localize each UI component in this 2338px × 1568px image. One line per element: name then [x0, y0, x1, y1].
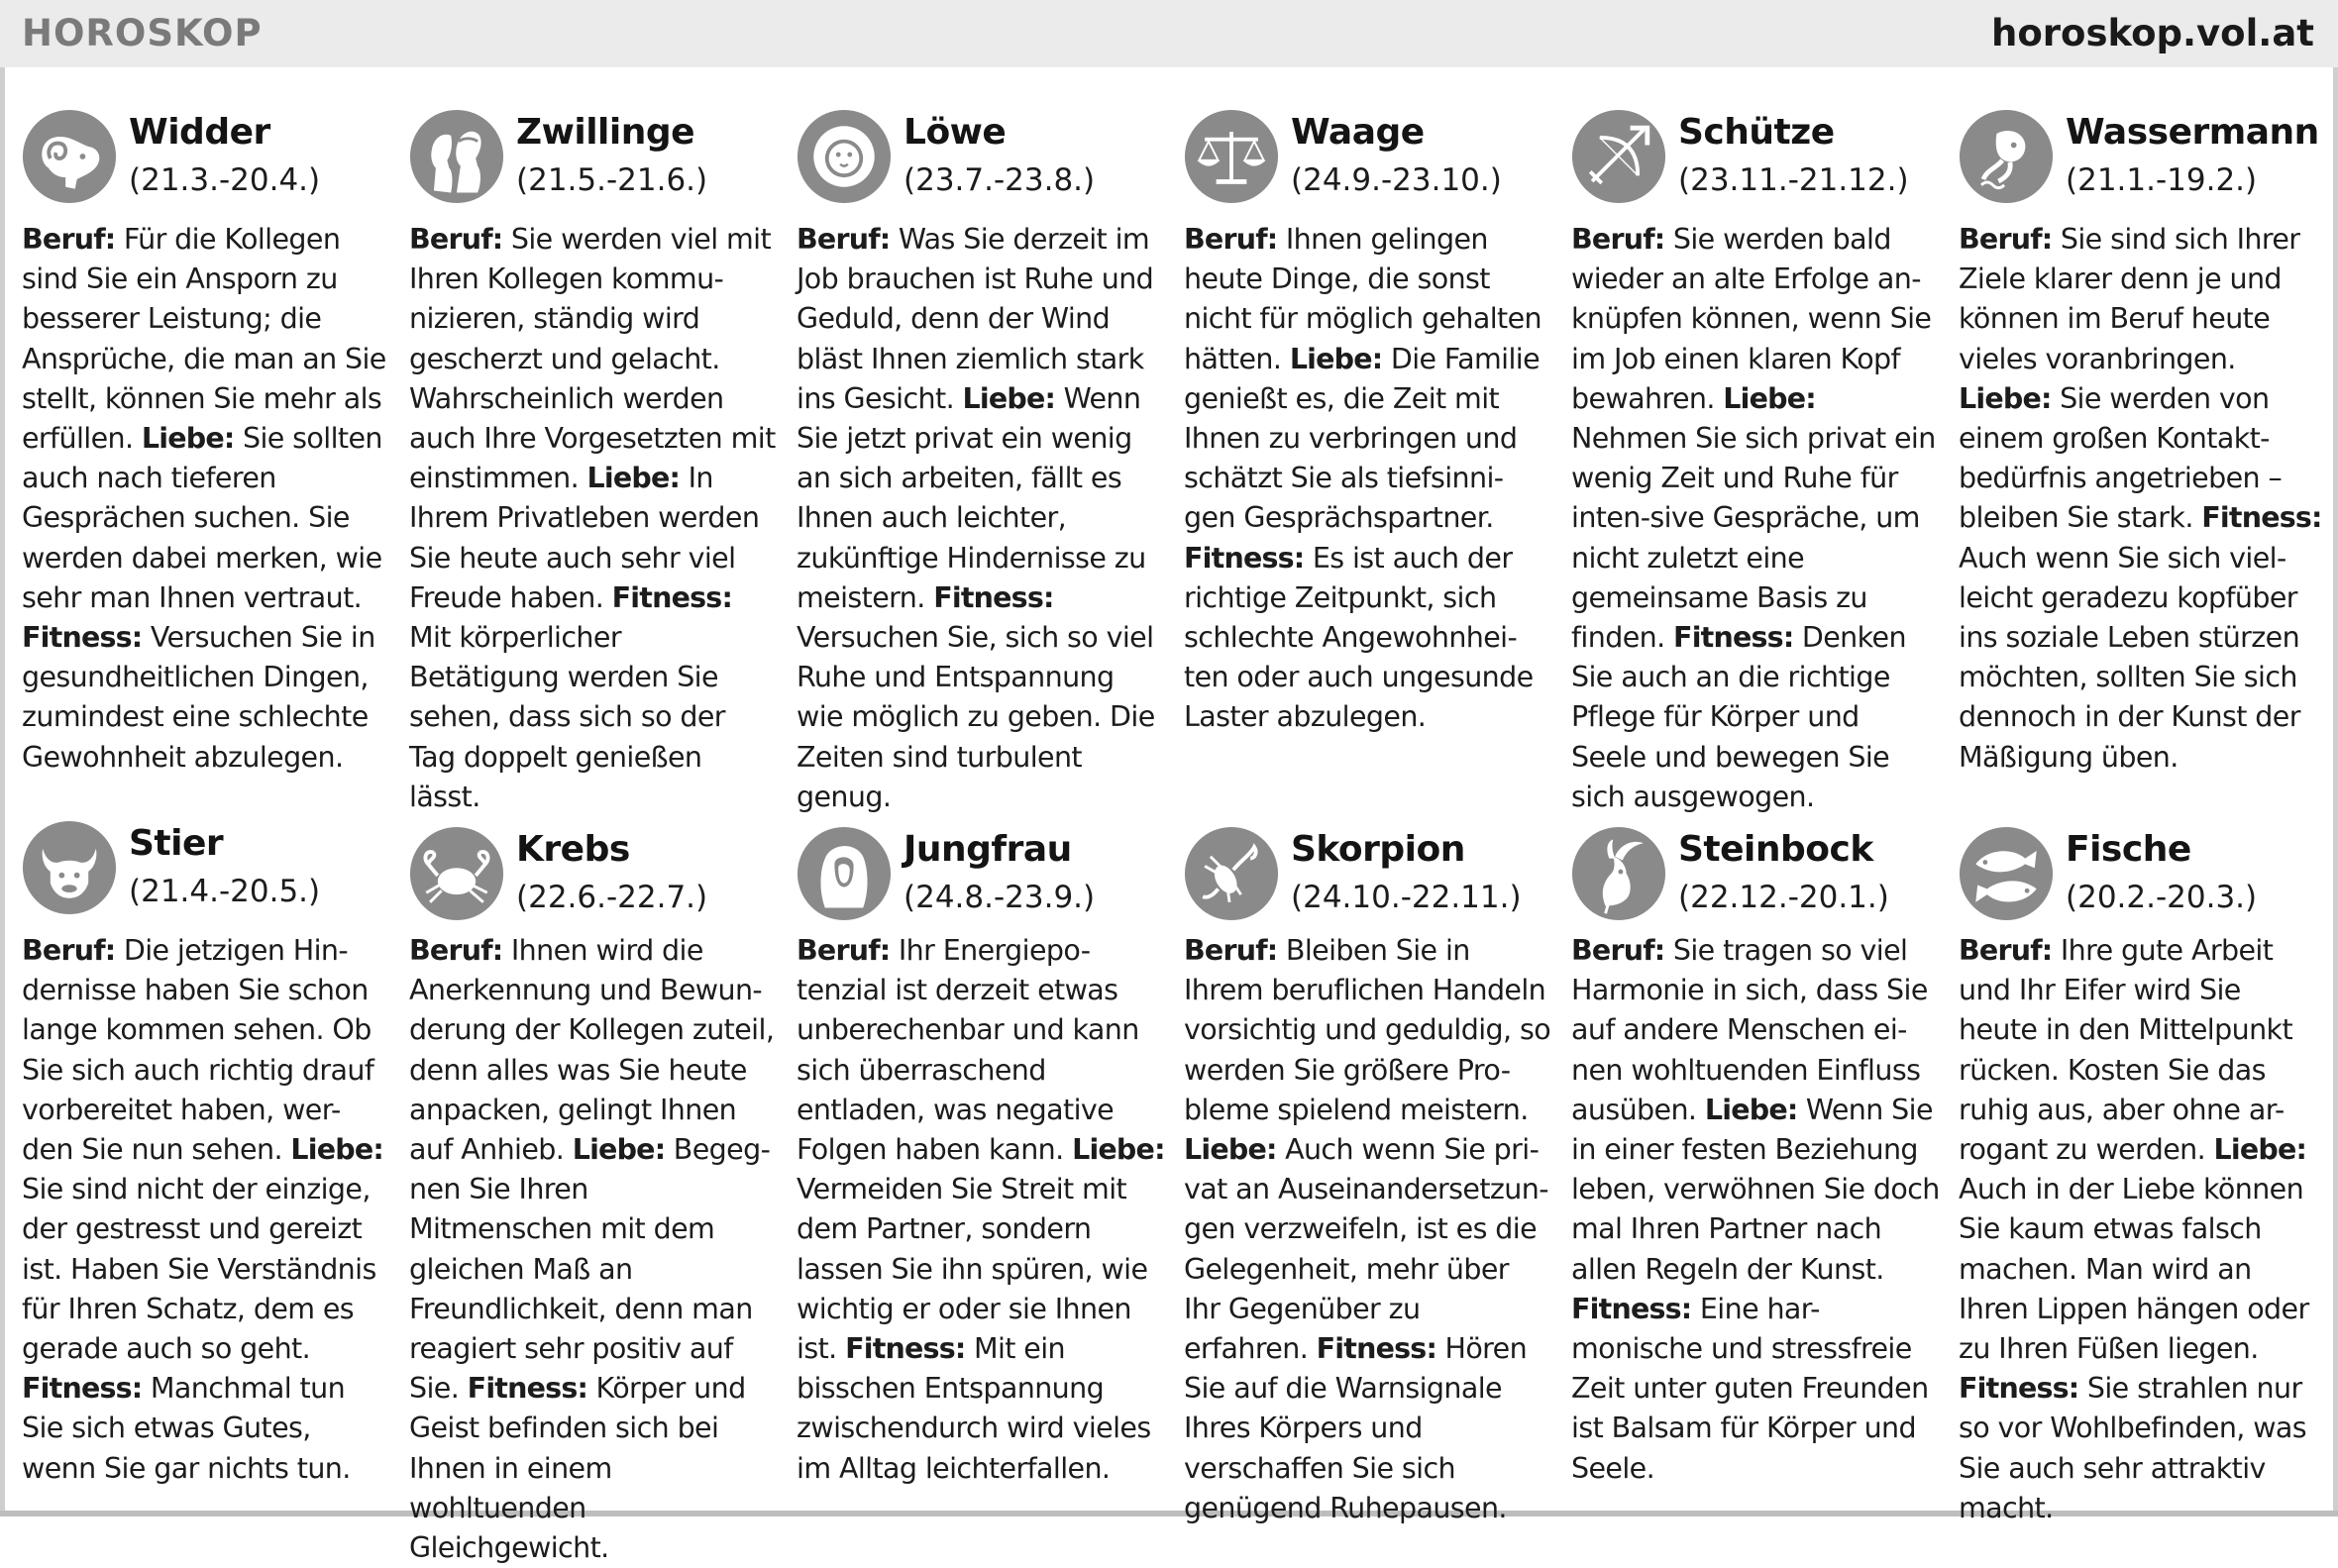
virgin-icon [797, 826, 892, 921]
fish-icon [1959, 826, 2054, 921]
section-title: HOROSKOP [22, 12, 263, 54]
fitness-label: Fitness: [933, 580, 1054, 614]
fitness-label: Fitness: [1316, 1332, 1437, 1366]
liebe-text: Sie sind nicht der einzige, der gestresst und gereizt ist. Haben Sie Verständnis für Ihren Schatz, dem es gerade auch so geht. [22, 1173, 376, 1366]
beruf-text: Die jetzigen Hin-dernisse haben Sie schon lange kommen sehen. Ob Sie sich auch richtig drauf vorbereitet haben, wer-den Sie nun sehen. [22, 934, 374, 1167]
sign-skorpion [1184, 826, 1552, 1528]
liebe-text: Sie werden von einem großen Kontakt-bedürfnis angetrieben – bleiben Sie stark. [1959, 381, 2283, 535]
beruf-label: Beruf: [797, 934, 891, 967]
beruf-text: Ihnen gelingen heute Dinge, die sonst nicht für möglich gehalten hätten. [1184, 223, 1541, 375]
horoscope-text [797, 931, 1165, 1489]
sign-zwillinge [409, 109, 778, 817]
beruf-text: Bleiben Sie in Ihrem beruflichen Handeln vorsichtig und geduldig, so werden Sie größere Pro-bleme spielend meistern. [1184, 934, 1551, 1126]
horoscope-text [1571, 931, 1940, 1489]
liebe-label: Liebe: [1072, 1133, 1165, 1167]
fitness-label: Fitness: [467, 1372, 588, 1406]
beruf-text: Sie werden viel mit Ihren Kollegen kommu-nizieren, ständig wird gescherzt und gelacht. Wahrscheinlich werden auch Ihre Vorgesetzten mit einstimmen. [409, 223, 776, 495]
water-bearer-icon [1959, 109, 2054, 204]
liebe-text: Begeg-nen Sie Ihren Mitmenschen mit dem gleichen Maß an Freundlichkeit, denn man reagiert sehr positiv auf Sie. [409, 1133, 771, 1406]
sign-dates: (23.7.-23.8.) [903, 162, 1096, 198]
sign-loewe [797, 109, 1165, 817]
sign-widder [22, 109, 390, 778]
beruf-text: Ihnen wird die Anerkennung und Bewun-derung der Kollegen zuteil, denn alles was Sie heute anpacken, gelingt Ihnen auf Anhieb. [409, 934, 775, 1167]
sign-name: Löwe [903, 112, 1007, 153]
fitness-label: Fitness: [611, 580, 733, 614]
beruf-label: Beruf: [1184, 934, 1278, 967]
sign-name: Waage [1291, 112, 1425, 153]
horoscope-text [1184, 931, 1552, 1528]
fitness-label: Fitness: [22, 1372, 143, 1406]
beruf-text: Ihre gute Arbeit und Ihr Eifer wird Sie heute in den Mittelpunkt rücken. Kosten Sie das ruhig aus, aber ohne ar-rogant zu werden. [1959, 934, 2293, 1167]
horoscope-text [22, 220, 390, 778]
beruf-label: Beruf: [1184, 223, 1278, 256]
sign-dates: (23.11.-21.12.) [1678, 162, 1909, 198]
sign-schuetze [1571, 109, 1940, 817]
fitness-label: Fitness: [1571, 1292, 1692, 1325]
beruf-label: Beruf: [797, 223, 891, 256]
sign-name: Wassermann [2066, 112, 2319, 153]
beruf-text: Für die Kollegen sind Sie ein Ansporn zu besserer Leistung; die Ansprüche, die man an Sie stellt, können Sie mehr als erfüllen. [22, 223, 386, 456]
sign-waage [1184, 109, 1552, 738]
scales-icon [1184, 109, 1279, 204]
sign-dates: (21.4.-20.5.) [129, 874, 321, 909]
liebe-label: Liebe: [290, 1133, 383, 1167]
liebe-label: Liebe: [962, 381, 1056, 415]
sign-wassermann [1959, 109, 2327, 778]
beruf-label: Beruf: [1571, 223, 1665, 256]
fitness-text: Eine har-monische und stressfreie Zeit unter guten Freunden ist Balsam für Körper und Seele. [1571, 1292, 1929, 1485]
bull-icon [22, 820, 117, 915]
fitness-label: Fitness: [845, 1332, 966, 1366]
fitness-label: Fitness: [1673, 621, 1794, 655]
left-border [0, 67, 5, 1511]
liebe-label: Liebe: [1289, 342, 1383, 375]
beruf-text: Sie sind sich Ihrer Ziele klarer denn je und können im Beruf heute vieles voranbringen. [1959, 223, 2300, 375]
fitness-text: Sie strahlen nur so vor Wohlbefinden, was Sie auch sehr attraktiv macht. [1959, 1372, 2307, 1524]
sign-dates: (22.6.-22.7.) [516, 880, 708, 915]
fitness-text: Körper und Geist befinden sich bei Ihnen in einem wohltuenden Gleichgewicht. [409, 1372, 746, 1565]
liebe-text: In Ihrem Privatleben werden Sie heute auch sehr viel Freude haben. [409, 462, 760, 614]
fitness-label: Fitness: [22, 621, 143, 655]
beruf-text: Was Sie derzeit im Job brauchen ist Ruhe und Geduld, denn der Wind bläst Ihnen ziemlich stark ins Gesicht. [797, 223, 1154, 415]
liebe-label: Liebe: [586, 462, 681, 495]
sign-dates: (21.5.-21.6.) [516, 162, 708, 198]
sign-name: Widder [129, 112, 270, 153]
sign-dates: (22.12.-20.1.) [1678, 880, 1889, 915]
fitness-text: Hören Sie auf die Warnsignale Ihres Körpers und verschaffen Sie sich genügend Ruhepausen. [1184, 1332, 1528, 1524]
sign-fische [1959, 826, 2327, 1528]
sign-name: Skorpion [1291, 829, 1465, 870]
sign-name: Schütze [1678, 112, 1835, 153]
site-url: horoskop.vol.at [1991, 12, 2314, 54]
liebe-text: Sie sollten auch nach tieferen Gesprächen suchen. Sie werden dabei merken, wie sehr man Ihnen vertraut. [22, 422, 382, 614]
liebe-text: Nehmen Sie sich privat ein wenig Zeit und Ruhe für inten-sive Gespräche, um nicht zuletzt eine gemeinsame Basis zu finden. [1571, 422, 1936, 655]
ram-icon [22, 109, 117, 204]
liebe-text: Auch wenn Sie pri-vat an Auseinandersetzun-gen verzweifeln, ist es die Gelegenheit, mehr über Ihr Gegenüber zu erfahren. [1184, 1133, 1548, 1366]
horoscope-text [1959, 220, 2327, 778]
twins-icon [409, 109, 504, 204]
sign-name: Jungfrau [903, 829, 1072, 870]
header-bar [0, 0, 2338, 67]
liebe-label: Liebe: [572, 1133, 666, 1167]
fitness-label: Fitness: [2201, 501, 2322, 535]
liebe-text: Wenn Sie in einer festen Beziehung leben, verwöhnen Sie doch mal Ihren Partner nach allen Regeln der Kunst. [1571, 1093, 1940, 1286]
liebe-label: Liebe: [141, 422, 235, 456]
liebe-text: Die Familie genießt es, die Zeit mit Ihnen zu verbringen und schätzt Sie als tiefsinni-gen Gesprächspartner. [1184, 342, 1541, 535]
beruf-label: Beruf: [22, 934, 116, 967]
fitness-text: Auch wenn Sie sich viel-leicht geradezu kopfüber ins soziale Leben stürzen möchten, sollten Sie sich dennoch in der Kunst der Mäßigung üben. [1959, 541, 2300, 774]
sign-krebs [409, 826, 778, 1568]
sign-name: Krebs [516, 829, 630, 870]
sign-dates: (20.2.-20.3.) [2066, 880, 2258, 915]
horoscope-text [1959, 931, 2327, 1528]
goat-icon [1571, 826, 1666, 921]
horoscope-text [22, 931, 390, 1489]
right-border [2333, 67, 2338, 1511]
beruf-label: Beruf: [409, 223, 503, 256]
sign-name: Fische [2066, 829, 2191, 870]
crab-icon [409, 826, 504, 921]
horoscope-text [409, 220, 778, 817]
fitness-label: Fitness: [1959, 1372, 2079, 1406]
liebe-text: Vermeiden Sie Streit mit dem Partner, sondern lassen Sie ihn spüren, wie wichtig er oder sie Ihnen ist. [797, 1173, 1148, 1366]
sign-name: Steinbock [1678, 829, 1873, 870]
horoscope-text [797, 220, 1165, 817]
horoscope-text [409, 931, 778, 1568]
sign-dates: (21.3.-20.4.) [129, 162, 321, 198]
fitness-text: Versuchen Sie in gesundheitlichen Dingen, zumindest eine schlechte Gewohnheit abzulegen. [22, 621, 375, 774]
horoscope-text [1571, 220, 1940, 817]
beruf-label: Beruf: [1959, 223, 2053, 256]
sign-dates: (21.1.-19.2.) [2066, 162, 2258, 198]
liebe-label: Liebe: [1959, 381, 2052, 415]
liebe-label: Liebe: [1723, 381, 1816, 415]
beruf-text: Sie werden bald wieder an alte Erfolge an-knüpfen können, wenn Sie im Job einen klaren Kopf bewahren. [1571, 223, 1932, 415]
sign-steinbock [1571, 826, 1940, 1489]
fitness-text: Denken Sie auch an die richtige Pflege für Körper und Seele und bewegen Sie sich ausgewogen. [1571, 621, 1906, 813]
sign-name: Stier [129, 823, 224, 864]
beruf-label: Beruf: [1571, 934, 1665, 967]
liebe-label: Liebe: [2213, 1133, 2307, 1167]
sign-dates: (24.10.-22.11.) [1291, 880, 1522, 915]
lion-icon [797, 109, 892, 204]
beruf-text: Ihr Energiepo-tenzial ist derzeit etwas unberechenbar und kann sich überraschend entladen, was negative Folgen haben kann. [797, 934, 1139, 1167]
sign-dates: (24.9.-23.10.) [1291, 162, 1502, 198]
liebe-text: Auch in der Liebe können Sie kaum etwas falsch machen. Man wird an Ihren Lippen hängen oder zu Ihren Füßen liegen. [1959, 1173, 2309, 1366]
fitness-text: Mit ein bisschen Entspannung zwischendurch wird vieles im Alltag leichterfallen. [797, 1332, 1151, 1485]
sign-name: Zwillinge [516, 112, 695, 153]
horoscope-text [1184, 220, 1552, 738]
fitness-text: Es ist auch der richtige Zeitpunkt, sich schlechte Angewohnhei-ten oder auch ungesunde Laster abzulegen. [1184, 541, 1534, 734]
fitness-label: Fitness: [1184, 541, 1305, 575]
beruf-label: Beruf: [409, 934, 503, 967]
scorpion-icon [1184, 826, 1279, 921]
sign-jungfrau [797, 826, 1165, 1489]
fitness-text: Manchmal tun Sie sich etwas Gutes, wenn Sie gar nichts tun. [22, 1372, 351, 1485]
archer-icon [1571, 109, 1666, 204]
liebe-text: Wenn Sie jetzt privat ein wenig an sich arbeiten, fällt es Ihnen auch leichter, zukünftige Hindernisse zu meistern. [797, 381, 1146, 614]
beruf-label: Beruf: [22, 223, 116, 256]
fitness-text: Versuchen Sie, sich so viel Ruhe und Entspannung wie möglich zu geben. Die Zeiten sind turbulent genug. [797, 621, 1155, 813]
beruf-text: Sie tragen so viel Harmonie in sich, dass Sie auf andere Menschen ei-nen wohltuenden Einfluss ausüben. [1571, 934, 1928, 1126]
liebe-label: Liebe: [1184, 1133, 1277, 1167]
sign-dates: (24.8.-23.9.) [903, 880, 1096, 915]
liebe-label: Liebe: [1704, 1093, 1798, 1126]
fitness-text: Mit körperlicher Betätigung werden Sie sehen, dass sich so der Tag doppelt genießen lässt. [409, 621, 725, 813]
beruf-label: Beruf: [1959, 934, 2053, 967]
sign-stier [22, 820, 390, 1489]
